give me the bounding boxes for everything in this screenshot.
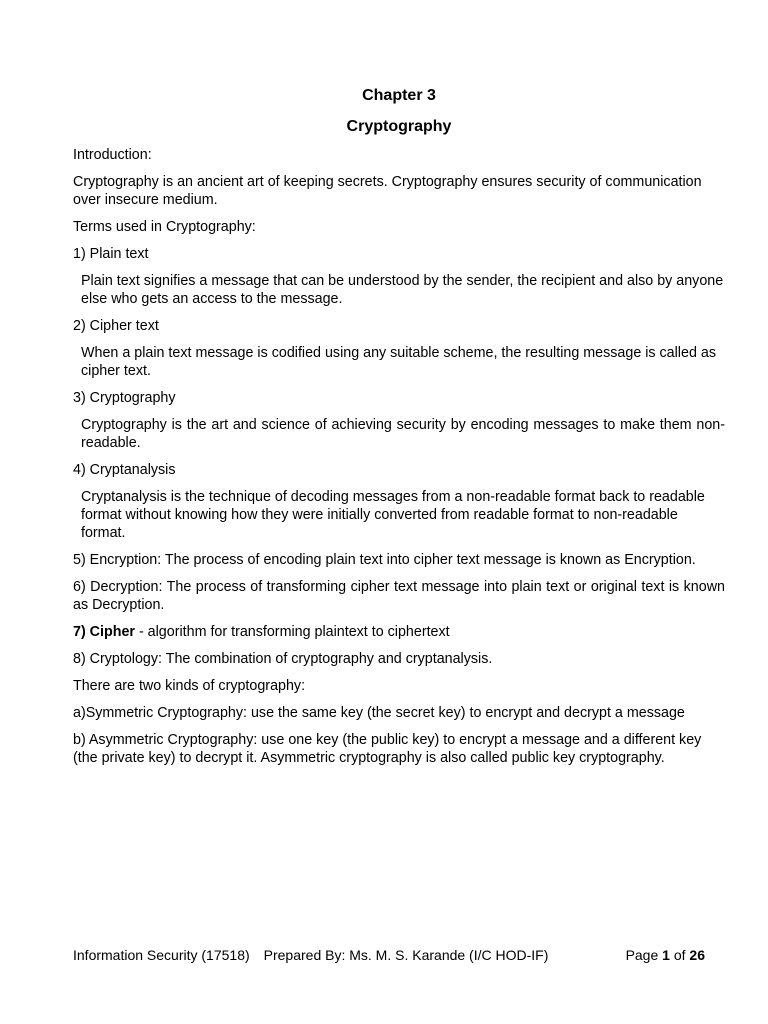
footer-left [73,946,548,964]
definition-decryption: 6) Decryption: The process of transforming cipher text message into plain text or original text is known as Decryption. [73,579,725,613]
terms-heading: Terms used in Cryptography: [73,219,256,235]
total-pages: 26 [689,947,705,963]
document-page [73,86,725,776]
term-text-cipher-text: When a plain text message is codified using any suitable scheme, the resulting message is called as cipher text. [81,345,716,379]
definition-encryption: 5) Encryption: The process of encoding plain text into cipher text message is known as Encryption. [73,552,696,568]
intro-heading: Introduction: [73,147,152,163]
page-number: 1 [662,947,670,963]
page-label: Page [625,947,659,963]
asymmetric-cryptography: b) Asymmetric Cryptography: use one key (the public key) to encrypt a message and a different key (the private key) to decrypt it. Asymmetric cryptography is also called public key cryptography. [73,732,702,766]
prepared-by-label: Prepared By: Ms. M. S. Karande (I/C HOD-IF) [263,947,549,963]
definition-cipher [73,623,725,641]
term-heading-cryptanalysis: 4) Cryptanalysis [73,462,176,478]
term-heading-plain-text: 1) Plain text [73,246,149,262]
intro-paragraph: Cryptography is an ancient art of keeping secrets. Cryptography ensures security of communication over insecure medium. [73,174,702,208]
cipher-definition: - algorithm for transforming plaintext to ciphertext [134,624,450,640]
kinds-heading: There are two kinds of cryptography: [73,678,306,694]
term-heading-cryptography: 3) Cryptography [73,390,176,406]
definition-cryptology: 8) Cryptology: The combination of cryptography and cryptanalysis. [73,651,493,667]
term-text-plain-text: Plain text signifies a message that can be understood by the sender, the recipient and also by anyone else who gets an access to the message. [81,273,724,307]
course-label: Information Security (17518) [73,947,250,963]
page-title: Cryptography [346,118,452,135]
term-text-cryptanalysis: Cryptanalysis is the technique of decoding messages from a non-readable format back to readable format without knowing how they were initially converted from readable format to non-readable format. [81,489,705,541]
cipher-term: 7) Cipher [73,624,135,640]
chapter-heading: Chapter 3 [362,87,436,104]
of-label: of [673,947,686,963]
term-heading-cipher-text: 2) Cipher text [73,318,159,334]
page-counter [626,946,705,964]
term-text-cryptography: Cryptography is the art and science of achieving security by encoding messages to make them non-readable. [81,417,725,451]
symmetric-cryptography: a)Symmetric Cryptography: use the same key (the secret key) to encrypt and decrypt a message [73,705,685,721]
